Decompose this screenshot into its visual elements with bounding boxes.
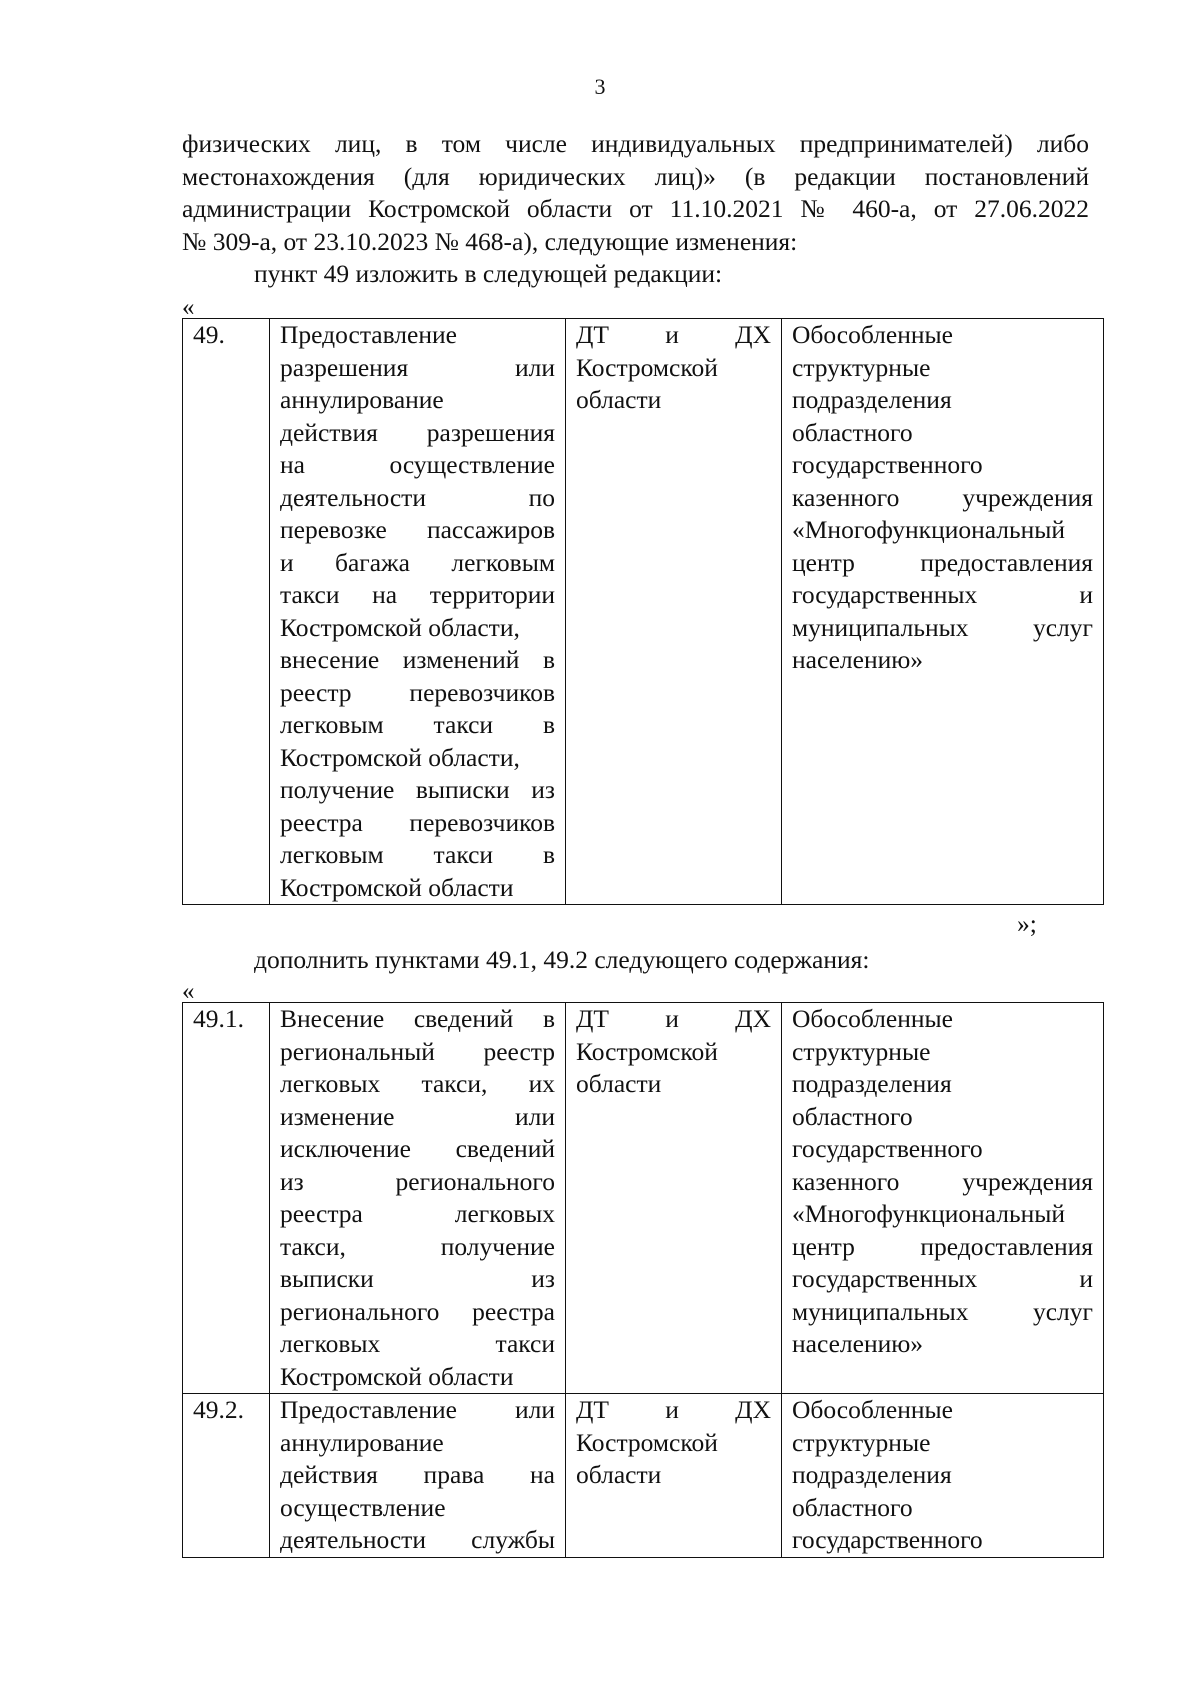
instruction-add-49-1-49-2: дополнить пунктами 49.1, 49.2 следующего содержания: xyxy=(254,945,870,974)
cell-text-line: подразделения xyxy=(792,1069,952,1098)
cell-text-line: получение выписки из xyxy=(280,775,555,804)
cell-text-line: областного xyxy=(792,417,913,447)
cell-text-line: структурные xyxy=(792,352,931,382)
cell-text-line: Костромской xyxy=(576,352,718,382)
cell-text-line: региональный реестр xyxy=(280,1036,555,1066)
cell-text-line: центр предоставления xyxy=(792,1231,1093,1261)
cell-text-line: реестр перевозчиков xyxy=(280,677,555,707)
service-cell xyxy=(270,319,566,905)
open-quote-1: « xyxy=(182,294,195,321)
cell-text-line: легковых такси xyxy=(280,1329,555,1358)
cell-text-line: структурные xyxy=(792,1427,931,1457)
cell-text-line: легковым такси в xyxy=(280,710,555,739)
cell-text-line: деятельности по xyxy=(280,482,555,512)
provider-cell xyxy=(782,1394,1104,1558)
intro-line: № 309-а, от 23.10.2023 № 468-а), следующие изменения: xyxy=(182,226,798,256)
table-item-49 xyxy=(182,318,1104,905)
intro-line: администрации Костромской области от 11.10.2021 № 460-а, от 27.06.2022 xyxy=(182,194,1089,223)
cell-text-line: регионального реестра xyxy=(280,1296,555,1326)
cell-text-line: государственного xyxy=(792,450,983,479)
cell-text-line: реестра легковых xyxy=(280,1199,555,1228)
cell-text-line: казенного учреждения xyxy=(792,482,1093,512)
cell-text-line: казенного учреждения xyxy=(792,1166,1093,1196)
cell-text-line: «Многофункциональный xyxy=(792,515,1066,544)
close-quote-1: »; xyxy=(1017,909,1037,938)
cell-text-line: ДТ и ДХ xyxy=(576,1004,771,1033)
cell-text-line: «Многофункциональный xyxy=(792,1199,1066,1228)
cell-text-line: легковым такси в xyxy=(280,840,555,869)
cell-text-line: Обособленные xyxy=(792,1004,953,1033)
cell-text-line: осуществление xyxy=(280,1492,446,1522)
cell-text-line: населению» xyxy=(792,1329,924,1358)
table-row xyxy=(183,1394,1104,1558)
cell-text-line: государственных и xyxy=(792,1264,1093,1293)
cell-text-line: Костромской области, xyxy=(280,742,520,772)
page-number: 3 xyxy=(594,74,606,99)
intro-line: физических лиц, в том числе индивидуальных предпринимателей) либо xyxy=(182,129,1089,158)
cell-text-line: Костромской xyxy=(576,1036,718,1066)
cell-text-line: разрешения или xyxy=(280,352,555,382)
cell-text-line: Предоставление или xyxy=(280,1395,555,1424)
cell-text-line: государственных и xyxy=(792,580,1093,609)
item-number: 49.1. xyxy=(183,1003,270,1394)
cell-text-line: на осуществление xyxy=(280,450,555,479)
cell-text-line: легковых такси, их xyxy=(280,1069,555,1098)
authority-cell xyxy=(566,1003,782,1394)
cell-text-line: структурные xyxy=(792,1036,931,1066)
cell-text-line: такси, получение xyxy=(280,1231,555,1261)
provider-cell xyxy=(782,319,1104,905)
cell-text-line: области xyxy=(576,1069,662,1098)
cell-text-line: внесение изменений в xyxy=(280,645,555,674)
cell-text-line: ДТ и ДХ xyxy=(576,320,771,349)
cell-text-line: выписки из xyxy=(280,1264,555,1293)
cell-text-line: Костромской области, xyxy=(280,612,520,642)
cell-text-line: действия разрешения xyxy=(280,417,555,447)
authority-cell xyxy=(566,1394,782,1558)
cell-text-line: подразделения xyxy=(792,385,952,414)
cell-text-line: изменение или xyxy=(280,1101,555,1131)
authority-cell xyxy=(566,319,782,905)
item-number: 49.2. xyxy=(183,1394,270,1558)
cell-text-line: деятельности службы xyxy=(280,1525,555,1554)
service-cell xyxy=(270,1394,566,1558)
cell-text-line: перевозке пассажиров xyxy=(280,515,555,544)
cell-text-line: Костромской xyxy=(576,1427,718,1457)
cell-text-line: Костромской области xyxy=(280,872,514,902)
cell-text-line: муниципальных услуг xyxy=(792,612,1093,642)
cell-text-line: Обособленные xyxy=(792,320,953,349)
cell-text-line: Внесение сведений в xyxy=(280,1004,555,1033)
cell-text-line: центр предоставления xyxy=(792,547,1093,577)
cell-text-line: подразделения xyxy=(792,1460,952,1489)
table-row xyxy=(183,319,1104,905)
cell-text-line: такси на территории xyxy=(280,580,555,609)
cell-text-line: исключение сведений xyxy=(280,1134,555,1163)
cell-text-line: государственного xyxy=(792,1525,983,1554)
cell-text-line: области xyxy=(576,385,662,414)
cell-text-line: ДТ и ДХ xyxy=(576,1395,771,1424)
cell-text-line: аннулирование xyxy=(280,1427,444,1457)
cell-text-line: Обособленные xyxy=(792,1395,953,1424)
intro-line: местонахождения (для юридических лиц)» (в редакции постановлений xyxy=(182,161,1089,191)
cell-text-line: аннулирование xyxy=(280,385,444,414)
open-quote-2: « xyxy=(182,978,195,1005)
cell-text-line: населению» xyxy=(792,645,924,674)
cell-text-line: реестра перевозчиков xyxy=(280,807,555,837)
cell-text-line: областного xyxy=(792,1492,913,1522)
cell-text-line: областного xyxy=(792,1101,913,1131)
service-cell xyxy=(270,1003,566,1394)
instruction-replace-49: пункт 49 изложить в следующей редакции: xyxy=(254,259,723,288)
cell-text-line: Костромской области xyxy=(280,1361,514,1391)
cell-text-line: области xyxy=(576,1460,662,1489)
table-items-49-1-49-2 xyxy=(182,1002,1104,1558)
cell-text-line: и багажа легковым xyxy=(280,547,555,577)
table-row xyxy=(183,1003,1104,1394)
item-number: 49. xyxy=(183,319,270,905)
cell-text-line: действия права на xyxy=(280,1460,555,1489)
cell-text-line: муниципальных услуг xyxy=(792,1296,1093,1326)
provider-cell xyxy=(782,1003,1104,1394)
cell-text-line: Предоставление xyxy=(280,320,457,349)
intro-paragraph xyxy=(182,128,1089,258)
cell-text-line: из регионального xyxy=(280,1166,555,1196)
cell-text-line: государственного xyxy=(792,1134,983,1163)
